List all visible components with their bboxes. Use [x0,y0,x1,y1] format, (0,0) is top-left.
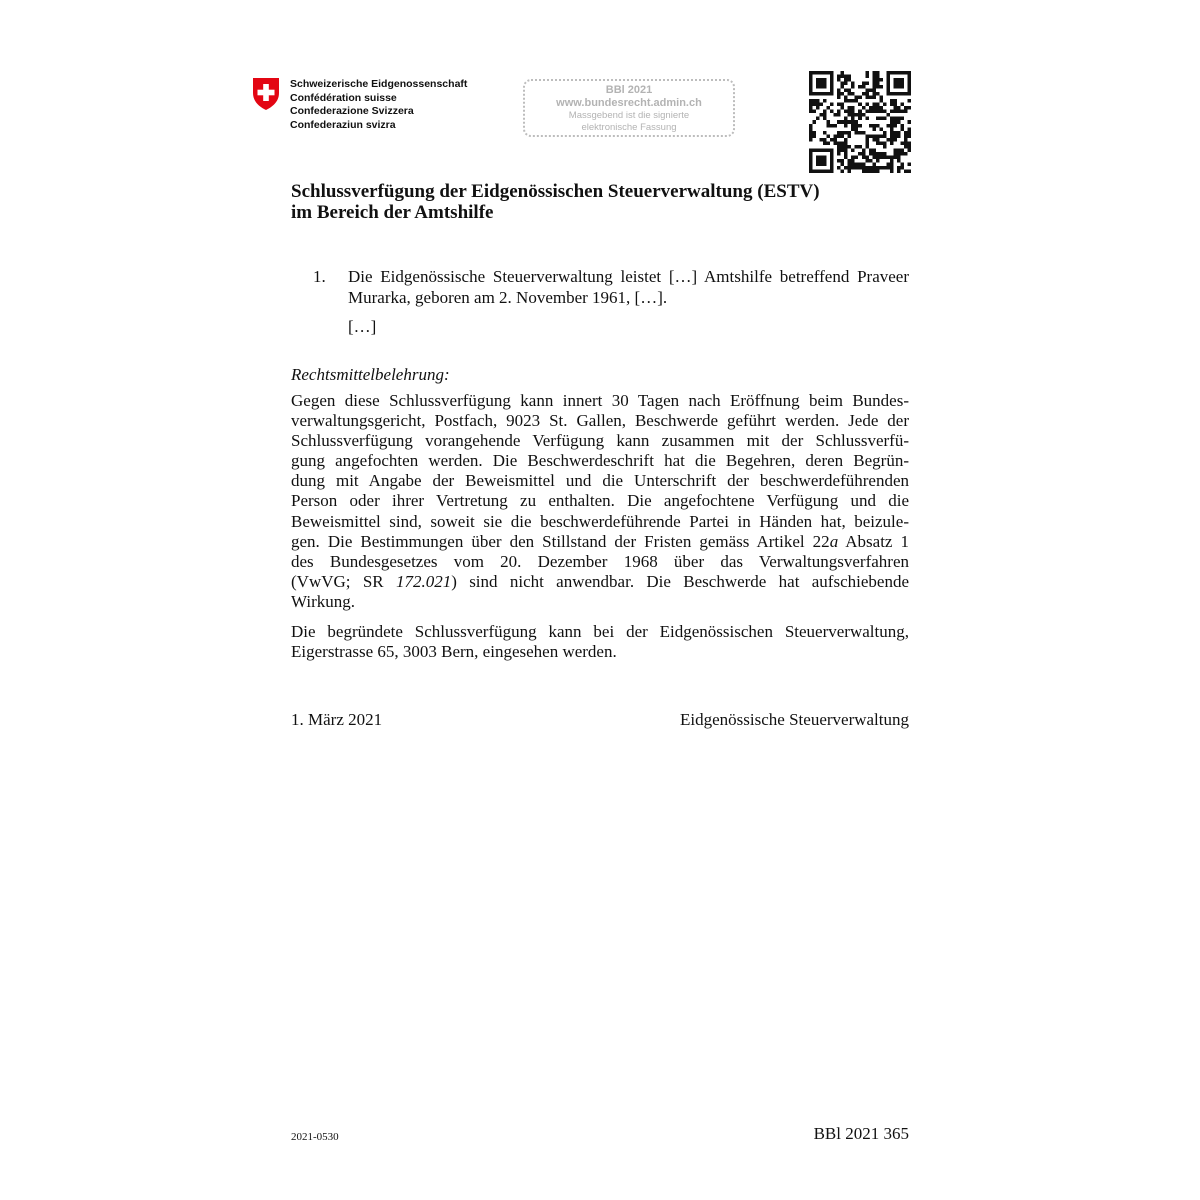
paragraph-line [291,532,909,552]
stamp-url: www.bundesrecht.admin.ch [556,97,702,109]
paragraph-line: Eigerstrasse 65, 3003 Bern, eingesehen werden. [291,642,617,662]
signatory: Eidgenössische Steuerverwaltung [680,710,909,729]
paragraph-line: verwaltungsgericht, Postfach, 9023 St. Gallen, Beschwerde geführt werden. Jede der [291,411,909,431]
stamp-note-line1: Massgebend ist die signierte [568,110,690,121]
paragraph-line: Die begründete Schlussverfügung kann bei der Eidgenössischen Steuerverwaltung, [291,622,909,641]
line-text: Absatz 1 [838,531,910,551]
qr-code-icon [809,71,911,173]
paragraph-line: des Bundesgesetzes vom 20. Dezember 1968 über das Verwaltungsverfahren [291,551,909,571]
confederation-name-de: Schweizerische Eidgenossenschaft [290,78,468,90]
publication-reference: BBl 2021 365 [813,1124,909,1143]
paragraph-line: Wirkung. [291,591,355,611]
remedy-heading: Rechtsmittelbelehrung: [291,365,450,384]
document-number: 2021-0530 [291,1131,339,1143]
swiss-cross-shield-icon [252,77,280,111]
confederation-name-fr: Confédération suisse [290,91,397,104]
paragraph-line: gung angefochten werden. Die Beschwerdeschrift hat die Begehren, deren Begrün- [291,451,909,471]
certification-stamp [523,79,735,137]
item-text: Die Eidgenössische Steuerverwaltung leistet […] Amtshilfe betreffend Praveer Murarka, geboren am 2. November 1961, […]. [348,267,909,307]
confederation-name-rm: Confederaziun svizra [290,118,396,131]
item-omission: […] [348,317,377,336]
document-title-line: im Bereich der Amtshilfe [291,202,494,223]
line-text: ) sind nicht anwendbar. Die Beschwerde hat aufschiebende [451,571,909,591]
item-number: 1. [313,267,326,286]
inspection-paragraph [291,622,909,662]
paragraph-line: dung mit Angabe der Beweismittel und die Unterschrift der beschwerdeführenden [291,471,909,491]
paragraph-line: Beweismittel sind, soweit sie die beschwerdeführende Partei in Händen hat, beizule- [291,511,909,531]
confederation-names [290,78,467,132]
line-text: (VwVG; SR [291,571,396,591]
article-letter: a [829,531,839,551]
document-date: 1. März 2021 [291,710,383,729]
line-text: gen. Die Bestimmungen über den Stillstand der Fristen gemäss Artikel 22 [291,531,830,551]
document-title [291,181,911,223]
paragraph-line: Gegen diese Schlussverfügung kann innert 30 Tagen nach Eröffnung beim Bundes- [291,391,909,410]
sr-number: 172.021 [395,571,452,591]
paragraph-line [291,572,909,592]
qr-modules [809,71,911,173]
stamp-reference: BBl 2021 [605,84,653,96]
confederation-name-it: Confederazione Svizzera [290,105,414,118]
document-title-line: Schlussverfügung der Eidgenössischen Steuerverwaltung (ESTV) [291,181,820,202]
remedy-paragraph [291,391,909,612]
paragraph-line: Schlussverfügung vorangehende Verfügung kann zusammen mit der Schlussverfü- [291,431,909,451]
paragraph-line: Person oder ihrer Vertretung zu enthalten. Die angefochtene Verfügung und die [291,491,909,511]
stamp-note-line2: elektronische Fassung [581,121,677,133]
